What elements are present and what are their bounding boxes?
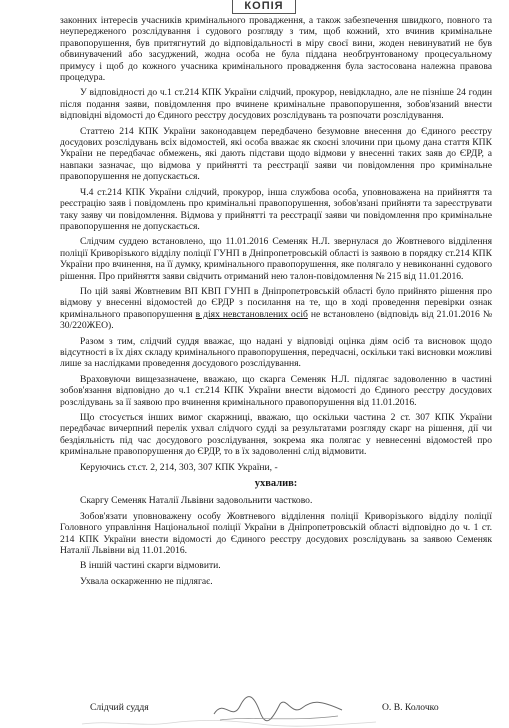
paragraph-text: не встановлено (відповідь від 21.01.2016 № 30/220ЖЕО).: [60, 308, 492, 332]
underlined-text: в діях невстановлених осіб: [195, 308, 308, 320]
signature-label: Слідчий суддя: [90, 702, 149, 713]
ruling-heading: ухвалив:: [254, 478, 298, 490]
paragraph: Враховуючи вищезазначене, вважаю, що скарга Семеняк Н.Л. підлягає задоволенню в частині зобов'язання відповідно до ч.1 ст.214 КПК України внести відомості до Єдиного реєстру досудових розслідувань за її заявою про вчинення кримінального правопорушення від 11.01.2016.: [60, 373, 492, 408]
paragraph: Ч.4 ст.214 КПК України слідчий, прокурор, інша службова особа, уповноважена на прийняття та реєстрацію заяв і повідомлень про кримінальні правопорушення, зобов'язані прийняти та зареєструвати таку заяву чи повідомлення. Відмова у прийнятті та реєстрації заяви чи повідомлення про кримінальне правопорушення не допускається.: [60, 186, 492, 232]
signature-line: [90, 702, 490, 716]
copy-stamp: КОПІЯ: [232, 0, 296, 14]
paragraph: Що стосується інших вимог скаржниці, вважаю, що оскільки частина 2 ст. 307 КПК України передбачає вичерпний перелік ухвал слідчого судді за результатами розгляду скарг на рішення, дії чи бездіяльність під час досудового розслідування, зокрема яка полягає у невнесенні відомостей про кримінальне правопорушення до ЄРДР, то в їх задоволенні слід відмовити.: [60, 412, 492, 458]
paragraph: Слідчим суддею встановлено, що 11.01.2016 Семеняк Н.Л. звернулася до Жовтневого відділення поліції Криворізького відділу поліції ГУНП в Дніпропетровській області із заявою в порядку ст.214 КПК України про вчинення, на її думку, кримінального правопорушення, яке полягало у невиконанні судового рішення. Про прийняття заяви свідчить отриманий нею талон-повідомлення № 215 від 11.01.2016.: [60, 236, 492, 282]
paragraph: Разом з тим, слідчий суддя вважає, що надані у відповіді оцінка діям осіб та висновок щодо відсутності в їх діях складу кримінального правопорушення, передчасні, оскільки такі висновки можливі лише за наслідками проведення досудового розслідування.: [60, 335, 492, 370]
document-body: [60, 15, 492, 591]
paragraph: Статтею 214 КПК України законодавцем передбачено безумовне внесення до Єдиного реєстру досудових розслідувань всіх відомостей, які особа вважає як скоєні злочини при цьому дана стаття КПК України не передбачає обмежень, які дають підстави щодо відмови у внесенні таких заяв до ЄРДР, а навпаки зазначає, що відмова у прийнятті та реєстрації заяви чи повідомлення про кримінальне правопорушення не допускається.: [60, 125, 492, 183]
paragraph: У відповідності до ч.1 ст.214 КПК України слідчий, прокурор, невідкладно, але не пізніше 24 годин після подання заяви, повідомлення про вчинене кримінальне правопорушення, зобов'язаний внести відповідні відомості до Єдиного реєстру досудових розслідувань та розпочати розслідування.: [60, 87, 492, 122]
faint-handwriting: [80, 718, 380, 728]
paragraph-text: По цій заяві Жовтневим ВП КВП ГУНП в Дніпропетровській області було прийнято рішення про відмову у внесенні відомостей до ЄРДР з посилання на те, що в ході проведення перевірки ознак кримінального правопорушення: [60, 285, 492, 320]
paragraph: Скаргу Семеняк Наталії Львівни задовольнити частково.: [80, 495, 313, 507]
paragraph: [60, 286, 492, 332]
paragraph: Зобов'язати уповноважену особу Жовтневого відділення поліції Криворізького відділу поліції Головного управління Національної поліції України в Дніпропетровській області відповідно до ч. 1 ст. 214 КПК України внести відомості до Єдиного реєстру досудових розслідувань за заявою Семеняк Наталії Львівни від 11.01.2016.: [60, 510, 492, 557]
paragraph: законних інтересів учасників кримінального провадження, а також забезпечення швидкого, повного та неупередженого розслідування і судового розгляду з тим, щоб кожний, хто вчинив кримінальне правопорушення, був притягнутий до відповідальності в міру своєї вини, жоден невинуватий не був обвинувачений або засуджений, жодна особа не була піддана необґрунтованому процесуальному примусу і щоб до кожного учасника кримінального провадження була застосована належна правова процедура.: [60, 15, 492, 84]
paragraph: Ухвала оскарженню не підлягає.: [80, 575, 213, 587]
paragraph: Керуючись ст.ст. 2, 214, 303, 307 КПК України, -: [80, 461, 278, 473]
paragraph: В іншій частині скарги відмовити.: [80, 560, 221, 572]
judge-name: О. В. Колочко: [382, 702, 439, 713]
